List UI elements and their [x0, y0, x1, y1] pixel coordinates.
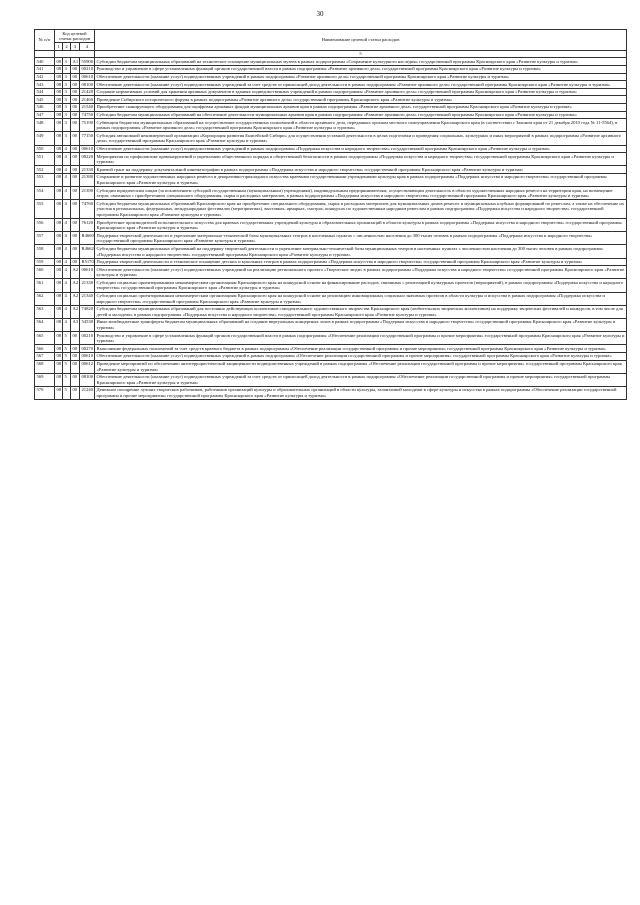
row-number: 557 — [35, 232, 55, 245]
code-expense: 00610 — [81, 74, 93, 80]
row-number: 540 — [35, 58, 55, 66]
row-description: Руководство и управление в сфере установленных функций органов государственной власти в рамках подпрограммы «Развитие архивного дела» государственной программы Красноярского края «Развитие культуры и туризма» — [95, 65, 627, 73]
code-direction: 00 — [71, 73, 80, 81]
code-subprogram: 3 — [63, 58, 71, 66]
code-program: 08 — [55, 332, 63, 345]
code-subprogram: 3 — [63, 73, 71, 81]
code-program: 08 — [55, 360, 63, 373]
code-direction: A2 — [71, 266, 80, 279]
code-direction: 00 — [71, 173, 80, 186]
code-direction: A1 — [72, 58, 79, 64]
row-description: Субсидии социально ориентированным некоммерческим организациям Красноярского края на конкурсной основе на реализацию инновационных социально значимых проектов в области культуры и искусства в рамках подпрограммы «Поддержка искусства и народного творчества» государственной программы Красноярского края «Развитие культуры и туризма» — [95, 292, 627, 305]
code-direction: 00 — [71, 386, 80, 399]
row-number: 555 — [35, 200, 55, 219]
code-subprogram: 5 — [63, 332, 71, 345]
code-expense: 55900 — [81, 58, 93, 64]
row-description: Субсидия автономной некоммерческой организации «Корпорация развития Енисейской Сибири» для осуществления уставной деятельности в целях подготовки и проведения социальных, культурных и иных мероприятий в рамках подпрограммы «Развитие архивного дела» государственной программы Красноярского края «Развитие культуры и туризма» — [95, 132, 627, 145]
code-direction: 00 — [71, 88, 80, 96]
table-row — [35, 266, 627, 279]
table-row — [35, 58, 627, 66]
row-description: Субсидии бюджетам муниципальных образований на поддержку творческой деятельности и укрепление материально-технической базы муниципальных театров в населенных пунктах с численностью населения до 300 тысяч человек в рамках подпрограммы «Поддержка искусства и народного творчества» государственной программы Красноярского края «Развитие культуры и туризма» — [95, 245, 627, 258]
code-direction: 00 — [71, 166, 80, 174]
code-direction: A2 — [71, 292, 80, 305]
column-index-row — [35, 50, 627, 58]
table-row — [35, 111, 627, 119]
code-expense: 21380 — [80, 173, 95, 186]
code-direction: 00 — [71, 81, 80, 89]
code-subprogram: 4 — [63, 200, 71, 219]
code-subprogram: 4 — [63, 292, 71, 305]
row-description: Создание нормативных условий для хранения архивных документов в зданиях подведомственных учреждений в рамках подпрограммы «Развитие архивного дела» государственной программы Красноярского края «Развитие культуры и туризма» — [95, 88, 627, 96]
code-expense: 00270 — [81, 345, 93, 351]
code-expense: 75190 — [80, 119, 95, 132]
code-program: 08 — [56, 112, 62, 118]
code-direction: 00 — [71, 332, 80, 345]
column-index — [35, 50, 55, 58]
row-number: 566 — [35, 345, 55, 353]
table-body — [35, 58, 627, 400]
row-number: 551 — [35, 153, 55, 166]
code-direction: 00 — [71, 119, 80, 132]
code-subprogram: 3 — [63, 111, 71, 119]
code-expense: 21540 — [81, 104, 93, 110]
code-program: 08 — [56, 89, 62, 95]
row-number: 556 — [35, 219, 55, 232]
row-number: 564 — [35, 318, 55, 331]
table-row — [35, 373, 627, 386]
code-program: 08 — [55, 119, 63, 132]
header-number: № п/п — [35, 30, 55, 51]
code-subprogram: 5 — [63, 360, 71, 373]
row-number: 554 — [35, 187, 55, 200]
code-expense: 21330 — [81, 166, 93, 172]
row-description: Иные межбюджетные трансферты бюджетам муниципальных образований на создание виртуальных концертных залов в рамках подпрограммы «Поддержка искусства и народного творчества» государственной программы Красноярского края «Развитие культуры и туризма» — [95, 318, 627, 331]
table-row — [35, 360, 627, 373]
row-description: Приобретение производителей исполнительского искусства для краевых государственных учреждений культуры и образовательных организаций в области культуры в рамках подпрограммы «Поддержка искусства и народного творчества» государственной программы Красноярского края «Развитие культуры и туризма» — [95, 219, 627, 232]
row-description: Субсидии бюджетам муниципальных образований Красноярского края на приобретение специального оборудования, сырья и расходных материалов для муниципальных домов ремесел и муниципальных клубных формирований по ремеслам, а также на обеспечение их участия в региональных, федеральных, международных фестивалях (мероприятиях), выставках, ярмарках, смотрах, конкурсах по художественным народным ремеслам в рамках подпрограммы «Поддержка искусства и народного творчества» государственной программы Красноярского края «Развитие культуры и туризма» — [95, 200, 627, 219]
row-description: Обеспечение деятельности (оказание услуг) подведомственных учреждений на реализацию регионального проекта «Творческие люди» в рамках подпрограммы «Поддержка искусства и народного творчества» государственной программы Красноярского края «Развитие культуры и туризма» — [95, 266, 627, 279]
row-number: 562 — [35, 292, 55, 305]
code-program: 08 — [55, 232, 63, 245]
table-row — [35, 187, 627, 200]
code-expense: 21240 — [80, 386, 95, 399]
row-number: 559 — [35, 258, 55, 266]
code-program: 08 — [56, 58, 62, 64]
expense-items-table — [34, 29, 627, 400]
code-direction: A3 — [71, 318, 80, 331]
code-direction: 00 — [71, 373, 80, 386]
code-direction: A2 — [71, 279, 80, 292]
row-number: 549 — [35, 132, 55, 145]
header-subcol: 1 — [55, 43, 63, 51]
code-direction: 00 — [71, 103, 80, 111]
code-direction: 00 — [71, 360, 80, 373]
code-program: 08 — [55, 292, 63, 305]
code-program: 08 — [56, 166, 62, 172]
code-program: 08 — [56, 66, 62, 72]
code-subprogram: 3 — [63, 103, 71, 111]
row-number: 548 — [35, 119, 55, 132]
code-program: 08 — [55, 132, 63, 145]
row-description: Руководство и управление в сфере установленных функций органов государственной власти в рамках подпрограммы «Обеспечение реализации государственной программы и прочие мероприятия» государственной программы Красноярского края «Развитие культуры и туризма» — [96, 332, 625, 344]
row-number: 560 — [35, 266, 55, 279]
row-description: Проведение мероприятий по обеспечению антитеррористической защищенности подведомственных учреждений в рамках подпрограммы «Обеспечение реализации государственной программы и прочие мероприятия» государственной программы Красноярского края «Развитие культуры и туризма» — [95, 360, 627, 373]
table-row — [35, 73, 627, 81]
column-index — [55, 50, 95, 58]
header-subcol: 4 — [80, 43, 95, 51]
header-code: Код целевой статьи расходов — [55, 30, 95, 43]
code-subprogram: 3 — [63, 81, 71, 89]
table-row — [35, 200, 627, 219]
code-subprogram: 4 — [63, 258, 71, 266]
row-number: 565 — [35, 332, 55, 345]
code-direction: 00 — [71, 345, 80, 353]
code-subprogram: 4 — [63, 187, 71, 200]
code-direction: 00 — [71, 187, 80, 200]
row-description: Приобретение сканирующего оборудования для оцифровки архивных фондов муниципальных архивов края в рамках подпрограммы «Развитие архивного дела» государственной программы Красноярского края «Развитие культуры и туризма» — [95, 103, 627, 111]
code-expense: 54530 — [80, 318, 95, 331]
table-row — [35, 166, 627, 174]
header-row — [35, 30, 627, 43]
row-number: 569 — [35, 373, 55, 386]
code-direction: 00 — [71, 232, 80, 245]
code-subprogram: 4 — [63, 219, 71, 232]
code-direction: 00 — [71, 245, 80, 258]
code-direction: 00 — [71, 258, 80, 266]
table-row — [35, 232, 627, 245]
code-expense: 21460 — [81, 96, 93, 102]
table-row — [35, 103, 627, 111]
code-expense: 74820 — [80, 305, 95, 318]
code-expense: 08100 — [80, 373, 95, 386]
table-row — [35, 332, 627, 345]
row-description: Субсидии бюджетам муниципальных образований для постоянно действующих коллективов самодеятельного художественного творчества Красноярского края (любительских творческих коллективов) на поддержку творческих фестивалей и конкурсов, в том числе для детей и молодежи, в рамках подпрограммы «Поддержка искусства и народного творчества» государственной программы Красноярского края «Развитие культуры и туризма» — [95, 305, 627, 318]
code-expense: 00610 — [81, 146, 93, 151]
row-description: Обеспечение деятельности (оказание услуг) подведомственных учреждений в рамках подпрограммы «Обеспечение реализации государственной программы и прочие мероприятия» государственной программы Красноярского края «Развитие культуры и туризма» — [95, 352, 627, 360]
code-program: 08 — [56, 81, 62, 87]
row-number: 543 — [35, 81, 55, 89]
table-row — [35, 153, 627, 166]
code-program: 08 — [56, 345, 62, 351]
code-subprogram: 3 — [63, 132, 71, 145]
row-description: Обеспечение деятельности (оказание услуг) подведомственных учреждений за счет средств от приносящей доход деятельности в рамках подпрограммы «Развитие архивного дела» государственной программы Красноярского края «Развитие культуры и туризма» — [95, 81, 627, 89]
row-description: Выполнение федеральных полномочий за счет средств краевого бюджета в рамках подпрограммы «Обеспечение реализации государственной программы и прочие мероприятия» государственной программы Красноярского края «Развитие культуры и туризма» — [95, 345, 627, 353]
row-number: 541 — [35, 65, 55, 73]
code-program: 08 — [55, 279, 63, 292]
code-subprogram: 5 — [63, 386, 71, 399]
code-expense: 00612 — [80, 360, 95, 373]
row-number: 567 — [35, 352, 55, 360]
code-direction: 00 — [71, 111, 80, 119]
code-program: 08 — [56, 146, 62, 151]
code-expense: 76120 — [80, 219, 95, 232]
code-direction: 00 — [71, 132, 80, 145]
code-program: 08 — [56, 96, 62, 102]
code-direction: 00 — [71, 96, 80, 104]
table-row — [35, 145, 627, 153]
row-description: Обеспечение деятельности (оказание услуг) подведомственных учреждений в рамках подпрограммы «Развитие архивного дела» государственной программы Красноярского края «Развитие культуры и туризма» — [95, 73, 627, 81]
row-description: Краевой грант на поддержку документальной кинематографии в рамках подпрограммы «Поддержка искусства и народного творчества» государственной программы Красноярского края «Развитие культуры и туризма» — [95, 166, 627, 174]
row-number: 563 — [35, 305, 55, 318]
code-expense: 21330 — [80, 279, 95, 292]
code-expense: 21420 — [81, 89, 93, 95]
code-program: 08 — [56, 353, 62, 359]
code-direction: 00 — [71, 153, 80, 166]
code-expense: 74750 — [81, 112, 93, 118]
row-number: 546 — [35, 103, 55, 111]
table-row — [35, 88, 627, 96]
row-number: 544 — [35, 88, 55, 96]
code-subprogram: 4 — [63, 245, 71, 258]
table-row — [35, 386, 627, 399]
column-index: 5 — [95, 50, 627, 58]
code-expense: 74760 — [80, 200, 95, 219]
page-number: 30 — [316, 10, 324, 18]
table-row — [35, 132, 627, 145]
code-expense: 00610 — [80, 266, 95, 279]
code-subprogram: 5 — [63, 345, 71, 353]
code-program: 08 — [55, 318, 63, 331]
code-direction: 00 — [71, 352, 80, 360]
code-program: 08 — [56, 74, 62, 80]
code-expense: 00210 — [80, 332, 95, 345]
code-expense: 08220 — [80, 153, 95, 166]
code-expense: 00610 — [81, 353, 93, 359]
table-row — [35, 279, 627, 292]
code-subprogram: 5 — [63, 352, 71, 360]
code-expense: R4660 — [80, 232, 95, 245]
header-subcol: 3 — [71, 43, 80, 51]
row-description: Обеспечение деятельности (оказание услуг) подведомственных учреждений в рамках подпрограммы «Поддержка искусства и народного творчества» государственной программы Красноярского края «Развитие культуры и туризма» — [95, 145, 627, 153]
code-program: 08 — [55, 153, 63, 166]
code-expense: 08100 — [81, 81, 93, 87]
table-row — [35, 258, 627, 266]
code-direction: 00 — [71, 219, 80, 232]
code-program: 08 — [56, 104, 62, 110]
table-row — [35, 345, 627, 353]
code-subprogram: 4 — [63, 305, 71, 318]
row-number: 570 — [35, 386, 55, 399]
code-program: 08 — [55, 386, 63, 399]
row-description: Субсидии социально ориентированным некоммерческим организациям Красноярского края на конкурсной основе на финансирование расходов, связанных с реализацией культурных проектов (мероприятий), в рамках подпрограммы «Поддержка искусства и народного творчества» государственной программы Красноярского края «Развитие культуры и туризма» — [95, 279, 627, 292]
row-description: Сохранение и развитие художественных народных ремесел и декоративно-прикладного искусства краевыми государственными учреждениями культуры края в рамках подпрограммы «Поддержка искусства и народного творчества» государственной программы Красноярского края «Развитие культуры и туризма» — [95, 173, 627, 186]
code-subprogram: 5 — [63, 373, 71, 386]
code-subprogram: 3 — [63, 88, 71, 96]
table-row — [35, 173, 627, 186]
code-subprogram: 3 — [63, 96, 71, 104]
table-row — [35, 318, 627, 331]
code-program: 08 — [55, 266, 63, 279]
code-program: 08 — [55, 245, 63, 258]
row-number: 542 — [35, 73, 55, 81]
code-subprogram: 4 — [63, 318, 71, 331]
table-row — [35, 65, 627, 73]
row-number: 552 — [35, 166, 55, 174]
row-number: 568 — [35, 360, 55, 373]
code-expense: 21390 — [80, 187, 95, 200]
table-row — [35, 305, 627, 318]
header-subcol: 2 — [63, 43, 71, 51]
code-expense: R4662 — [80, 245, 95, 258]
code-program: 08 — [55, 173, 63, 186]
code-subprogram: 4 — [63, 166, 71, 174]
row-description: Мероприятия по профилактике правонарушений и укреплению общественного порядка и общественной безопасности в рамках подпрограммы «Поддержка искусства и народного творчества» государственной программы Красноярского края «Развитие культуры и туризма» — [95, 153, 627, 166]
row-description: Субсидии юридическим лицам (за исключением субсидий государственным (муниципальным) учреждениям), индивидуальным предпринимателям, осуществляющим деятельность в области художественных народных ремесел на территории края, на возмещение затрат, связанных с приобретением специального оборудования, сырья и расходных материалов, в рамках подпрограммы «Поддержка искусства и народного творчества» государственной программы Красноярского края «Развитие культуры и туризма» — [95, 187, 627, 200]
row-description: Поддержка творческой деятельности и техническое оснащение детских и кукольных театров в рамках подпрограммы «Поддержка искусства и народного творчества» государственной программы Красноярского края «Развитие культуры и туризма» — [95, 258, 627, 266]
table-row — [35, 96, 627, 104]
code-expense: R5170 — [81, 259, 94, 265]
code-direction: A2 — [71, 305, 80, 318]
row-description: Поддержка творческой деятельности и укрепление материально-технической базы муниципальных театров в населенных пунктах с численностью населения до 300 тысяч человек в рамках подпрограммы «Поддержка искусства и народного творчества» государственной программы Красноярского края «Развитие культуры и туризма» — [95, 232, 627, 245]
code-subprogram: 4 — [63, 145, 71, 153]
code-program: 08 — [55, 305, 63, 318]
code-subprogram: 3 — [63, 119, 71, 132]
row-number: 545 — [35, 96, 55, 104]
table-row — [35, 245, 627, 258]
table-row — [35, 119, 627, 132]
row-description: Субвенции бюджетам муниципальных образований на осуществление государственных полномочий в области архивного дела, переданных органам местного самоуправления Красноярского края (в соответствии с Законом края от 21 декабря 2010 года № 11-5564), в рамках подпрограммы «Развитие архивного дела» государственной программы Красноярского края «Развитие культуры и туризма» — [95, 119, 627, 132]
row-number: 558 — [35, 245, 55, 258]
row-description: Денежное поощрение лучших творческих работников, работников организаций культуры и образовательных организаций в области культуры, талантливой молодежи в сфере культуры и искусства в рамках подпрограммы «Обеспечение реализации государственной программы и прочие мероприятия» государственной программы Красноярского края «Развитие культуры и туризма» — [95, 386, 627, 399]
code-direction: 00 — [71, 145, 80, 153]
row-description: Проведение Сибирского исторического форума в рамках подпрограммы «Развитие архивного дела» государственной программы Красноярского края «Развитие культуры и туризма» — [95, 96, 627, 104]
table-row — [35, 292, 627, 305]
row-number: 553 — [35, 173, 55, 186]
row-description: Субсидии бюджетам муниципальных образований на обеспечение деятельности муниципальных архивов края в рамках подпрограммы «Развитие архивного дела» государственной программы Красноярского края «Развитие культуры и туризма» — [95, 111, 627, 119]
code-program: 08 — [55, 373, 63, 386]
code-program: 08 — [55, 219, 63, 232]
code-subprogram: 4 — [63, 232, 71, 245]
table-row — [35, 81, 627, 89]
code-direction: 00 — [71, 200, 80, 219]
code-subprogram: 4 — [63, 153, 71, 166]
code-subprogram: 4 — [63, 173, 71, 186]
table-row — [35, 219, 627, 232]
code-subprogram: 4 — [63, 279, 71, 292]
header-name: Наименование целевой статьи расходов — [95, 30, 627, 51]
code-subprogram: 4 — [63, 266, 71, 279]
code-program: 08 — [55, 200, 63, 219]
table-row — [35, 352, 627, 360]
code-direction: 00 — [71, 65, 80, 73]
row-description: Обеспечение деятельности (оказание услуг) подведомственных учреждений за счет средств от приносящей доход деятельности в рамках подпрограммы «Обеспечение реализации государственной программы и прочие мероприятия» государственной программы Красноярского края «Развитие культуры и туризма» — [95, 373, 627, 386]
code-program: 08 — [55, 187, 63, 200]
row-number: 547 — [35, 111, 55, 119]
code-expense: 21340 — [80, 292, 95, 305]
code-program: 08 — [56, 259, 62, 265]
code-subprogram: 3 — [63, 65, 71, 73]
code-expense: 77150 — [80, 132, 95, 145]
row-number: 550 — [35, 145, 55, 153]
code-expense: 00210 — [81, 66, 93, 72]
row-number: 561 — [35, 279, 55, 292]
row-description: Субсидии бюджетам муниципальных образований на техническое оснащение муниципальных музеев в рамках подпрограммы «Сохранение культурного наследия» государственной программы Красноярского края «Развитие культуры и туризма» — [95, 58, 627, 66]
